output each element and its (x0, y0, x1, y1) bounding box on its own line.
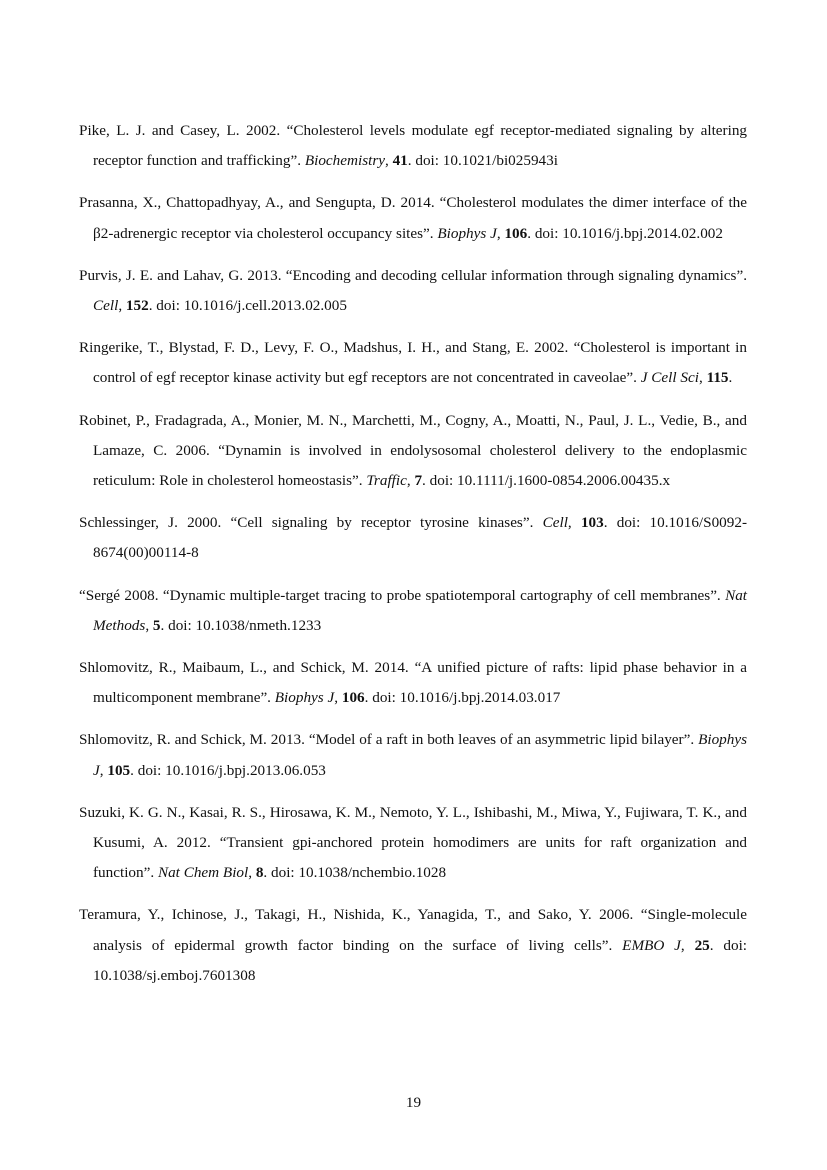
journal-name: Nat Chem Biol (157, 864, 249, 882)
reference-item: Shlomovitz, R., Maibaum, L., and Schick, M. 2014. “A unified picture of rafts: lipid phase behavior in a multicomponent membrane”. Biophys J, 106. doi: 10.1016/j.bpj.2014.03.017 (79, 659, 748, 707)
volume: 152 (125, 297, 149, 315)
volume: 5 (152, 616, 161, 634)
reference-item: Pike, L. J. and Casey, L. 2002. “Cholesterol levels modulate egf receptor-mediated signaling by altering receptor function and trafficking”. Biochemistry, 41. doi: 10.1021/bi025943i (79, 122, 748, 170)
reference-item: Robinet, P., Fradagrada, A., Monier, M. N., Marchetti, M., Cogny, A., Moatti, N., Paul, J. L., Vedie, B., and Lamaze, C. 2006. “Dynamin is involved in endolysosomal cholesterol delivery to the endoplasmic reticulum: Role in cholesterol homeostasis”. Traffic, 7. doi: 10.1111/j.1600-0854.2006.00435.x (79, 411, 747, 490)
page-number: 19 (405, 1094, 422, 1111)
reference-item: Prasanna, X., Chattopadhyay, A., and Sengupta, D. 2014. “Cholesterol modulates the dimer interface of the β2-adrenergic receptor via cholesterol occupancy sites”. Biophys J, 106. doi: 10.1016/j.bpj.2014.02.002 (79, 194, 748, 242)
volume: 115 (706, 369, 729, 387)
journal-name: Traffic (366, 472, 407, 490)
reference-item: Ringerike, T., Blystad, F. D., Levy, F. O., Madshus, I. H., and Stang, E. 2002. “Cholesterol is important in control of egf receptor kinase activity but egf receptors are not concentrated in caveolae”. J Cell Sci, 115. (79, 339, 747, 387)
volume: 103 (580, 514, 604, 532)
volume: 25 (694, 936, 710, 954)
reference-item: “Sergé 2008. “Dynamic multiple-target tracing to probe spatiotemporal cartography of cell membranes”. Nat Methods, 5. doi: 10.1038/nmeth.1233 (79, 586, 748, 634)
journal-name: Nat Methods (93, 586, 748, 634)
journal-name: Cell (542, 514, 568, 532)
journal-name: Cell (93, 297, 119, 315)
journal-name: Biophys J (437, 224, 497, 242)
volume: 106 (504, 224, 528, 242)
reference-item: Purvis, J. E. and Lahav, G. 2013. “Encoding and decoding cellular information through signaling dynamics”. Cell, 152. doi: 10.1016/j.cell.2013.02.005 (79, 266, 747, 315)
volume: 8 (255, 864, 264, 882)
volume: 106 (341, 689, 365, 707)
journal-name: Biophys J (274, 689, 335, 707)
journal-name: Biophys J (93, 731, 748, 779)
journal-name: Biochemistry (304, 152, 385, 170)
journal-name: J Cell Sci (640, 369, 699, 387)
reference-item: Shlomovitz, R. and Schick, M. 2013. “Model of a raft in both leaves of an asymmetric lipid bilayer”. Biophys J, 105. doi: 10.1016/j.bpj.2013.06.053 (79, 731, 748, 779)
reference-item: Schlessinger, J. 2000. “Cell signaling by receptor tyrosine kinases”. Cell, 103. doi: 10.1016/S0092-8674(00)00114-8 (79, 514, 748, 562)
volume: 7 (414, 472, 423, 490)
journal-name: EMBO J (622, 936, 681, 954)
reference-item: Suzuki, K. G. N., Kasai, R. S., Hirosawa, K. M., Nemoto, Y. L., Ishibashi, M., Miwa, Y., Fujiwara, T. K., and Kusumi, A. 2012. “Transient gpi-anchored protein homodimers are units for raft organization and function”. Nat Chem Biol, 8. doi: 10.1038/nchembio.1028 (79, 803, 748, 882)
volume: 105 (107, 761, 131, 779)
reference-item: Teramura, Y., Ichinose, J., Takagi, H., Nishida, K., Yanagida, T., and Sako, Y. 2006. “Single-molecule analysis of epidermal growth factor binding on the surface of living cells”. EMBO J, 25. doi: 10.1038/sj.emboj.7601308 (79, 906, 748, 984)
reference-list (79, 116, 747, 1003)
volume: 41 (392, 152, 408, 170)
